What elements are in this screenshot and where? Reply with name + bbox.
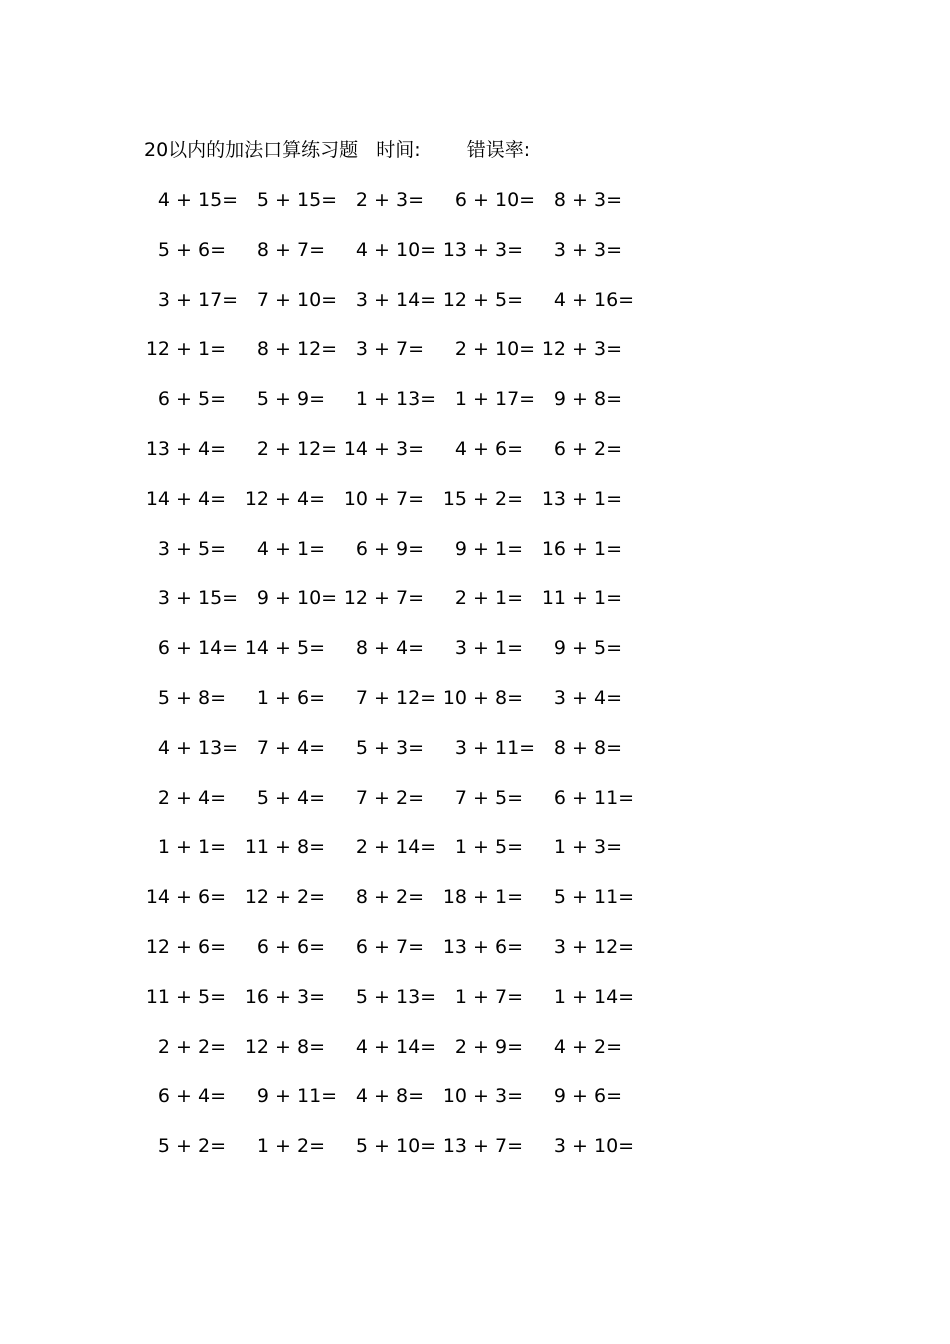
worksheet-title: 20以内的加法口算练习题	[144, 139, 359, 161]
problem-row	[0, 484, 950, 514]
addition-problem: 12 + 8=	[244, 1035, 325, 1058]
addition-problem: 3 + 7=	[355, 338, 424, 361]
problem-row	[0, 1081, 950, 1111]
addition-problem: 2 + 3=	[355, 189, 424, 211]
addition-problem: 3 + 12=	[553, 936, 635, 958]
addition-problem: 8 + 12=	[256, 338, 338, 361]
addition-problem: 14 + 6=	[145, 886, 226, 909]
addition-problem: 1 + 13=	[355, 388, 437, 411]
addition-problem: 4 + 14=	[355, 1035, 437, 1058]
addition-problem: 13 + 6=	[442, 936, 523, 958]
problem-row	[0, 633, 950, 663]
addition-problem: 7 + 2=	[355, 786, 424, 809]
problem-row	[0, 783, 950, 813]
addition-problem: 11 + 1=	[541, 587, 622, 610]
addition-problem: 13 + 1=	[541, 487, 622, 510]
addition-problem: 8 + 4=	[355, 637, 424, 660]
addition-problem: 6 + 10=	[454, 189, 536, 211]
addition-problem: 7 + 5=	[454, 786, 523, 809]
addition-problem: 4 + 2=	[553, 1035, 622, 1058]
addition-problem: 11 + 5=	[145, 985, 226, 1008]
addition-problem: 12 + 5=	[442, 288, 523, 311]
addition-problem: 6 + 5=	[157, 388, 226, 411]
addition-problem: 1 + 5=	[454, 836, 523, 859]
addition-problem: 2 + 12=	[256, 438, 338, 460]
addition-problem: 6 + 11=	[553, 786, 635, 809]
problem-row	[0, 982, 950, 1012]
addition-problem: 13 + 3=	[442, 238, 523, 261]
problem-row	[0, 1131, 950, 1161]
addition-problem: 12 + 6=	[145, 936, 226, 958]
addition-problem: 5 + 4=	[256, 786, 325, 809]
addition-problem: 3 + 5=	[157, 537, 226, 560]
problem-row	[0, 932, 950, 962]
addition-problem: 3 + 14=	[355, 288, 437, 311]
addition-problem: 5 + 13=	[355, 985, 437, 1008]
addition-problem: 9 + 6=	[553, 1085, 622, 1108]
addition-problem: 5 + 6=	[157, 238, 226, 261]
addition-problem: 7 + 12=	[355, 687, 437, 709]
addition-problem: 9 + 11=	[256, 1085, 338, 1108]
addition-problem: 8 + 2=	[355, 886, 424, 909]
problem-row	[0, 583, 950, 613]
addition-problem: 1 + 17=	[454, 388, 536, 411]
problem-row	[0, 683, 950, 713]
addition-problem: 3 + 4=	[553, 687, 622, 709]
addition-problem: 3 + 17=	[157, 288, 239, 311]
addition-problem: 6 + 4=	[157, 1085, 226, 1108]
addition-problem: 6 + 9=	[355, 537, 424, 560]
addition-problem: 9 + 5=	[553, 637, 622, 660]
addition-problem: 9 + 1=	[454, 537, 523, 560]
addition-problem: 12 + 3=	[541, 338, 622, 361]
addition-problem: 3 + 1=	[454, 637, 523, 660]
addition-problem: 1 + 3=	[553, 836, 622, 859]
addition-problem: 5 + 15=	[256, 189, 338, 211]
addition-problem: 6 + 14=	[157, 637, 239, 660]
addition-problem: 7 + 10=	[256, 288, 338, 311]
problem-row	[0, 882, 950, 912]
addition-problem: 6 + 2=	[553, 438, 622, 460]
problem-row	[0, 1032, 950, 1062]
addition-problem: 5 + 2=	[157, 1135, 226, 1158]
problem-row	[0, 285, 950, 315]
addition-problem: 10 + 7=	[343, 487, 424, 510]
addition-problem: 2 + 1=	[454, 587, 523, 610]
addition-problem: 1 + 7=	[454, 985, 523, 1008]
addition-problem: 5 + 3=	[355, 736, 424, 759]
problem-row	[0, 384, 950, 414]
problem-row	[0, 534, 950, 564]
addition-problem: 2 + 4=	[157, 786, 226, 809]
addition-problem: 1 + 14=	[553, 985, 635, 1008]
addition-problem: 2 + 9=	[454, 1035, 523, 1058]
addition-problem: 5 + 8=	[157, 687, 226, 709]
problem-row	[0, 733, 950, 763]
addition-problem: 8 + 8=	[553, 736, 622, 759]
addition-problem: 4 + 16=	[553, 288, 635, 311]
problem-row	[0, 832, 950, 862]
addition-problem: 16 + 3=	[244, 985, 325, 1008]
addition-problem: 2 + 2=	[157, 1035, 226, 1058]
addition-problem: 4 + 10=	[355, 238, 437, 261]
addition-problem: 13 + 7=	[442, 1135, 523, 1158]
addition-problem: 12 + 4=	[244, 487, 325, 510]
addition-problem: 2 + 14=	[355, 836, 437, 859]
addition-problem: 8 + 3=	[553, 189, 622, 211]
addition-problem: 5 + 9=	[256, 388, 325, 411]
addition-problem: 8 + 7=	[256, 238, 325, 261]
addition-problem: 15 + 2=	[442, 487, 523, 510]
addition-problem: 12 + 1=	[145, 338, 226, 361]
addition-problem: 4 + 15=	[157, 189, 239, 211]
addition-problem: 10 + 3=	[442, 1085, 523, 1108]
addition-problem: 3 + 15=	[157, 587, 239, 610]
addition-problem: 14 + 3=	[343, 438, 424, 460]
addition-problem: 1 + 1=	[157, 836, 226, 859]
addition-problem: 7 + 4=	[256, 736, 325, 759]
addition-problem: 1 + 6=	[256, 687, 325, 709]
addition-problem: 6 + 6=	[256, 936, 325, 958]
addition-problem: 14 + 5=	[244, 637, 325, 660]
addition-problem: 6 + 7=	[355, 936, 424, 958]
addition-problem: 18 + 1=	[442, 886, 523, 909]
addition-problem: 5 + 10=	[355, 1135, 437, 1158]
addition-problem: 13 + 4=	[145, 438, 226, 460]
addition-problem: 4 + 1=	[256, 537, 325, 560]
addition-problem: 3 + 3=	[553, 238, 622, 261]
problem-row	[0, 334, 950, 364]
addition-problem: 12 + 7=	[343, 587, 424, 610]
problem-row	[0, 185, 950, 215]
addition-problem: 12 + 2=	[244, 886, 325, 909]
addition-problem: 9 + 8=	[553, 388, 622, 411]
addition-problem: 4 + 13=	[157, 736, 239, 759]
addition-problem: 3 + 10=	[553, 1135, 635, 1158]
addition-problem: 5 + 11=	[553, 886, 635, 909]
error-rate-label: 错误率:	[466, 139, 531, 161]
addition-problem: 11 + 8=	[244, 836, 325, 859]
addition-problem: 14 + 4=	[145, 487, 226, 510]
addition-problem: 9 + 10=	[256, 587, 338, 610]
addition-problem: 2 + 10=	[454, 338, 536, 361]
addition-problem: 4 + 6=	[454, 438, 523, 460]
problem-row	[0, 434, 950, 464]
time-label: 时间:	[376, 139, 421, 161]
addition-problem: 3 + 11=	[454, 736, 536, 759]
addition-problem: 1 + 2=	[256, 1135, 325, 1158]
addition-problem: 4 + 8=	[355, 1085, 424, 1108]
addition-problem: 10 + 8=	[442, 687, 523, 709]
addition-problem: 16 + 1=	[541, 537, 622, 560]
problem-row	[0, 235, 950, 265]
